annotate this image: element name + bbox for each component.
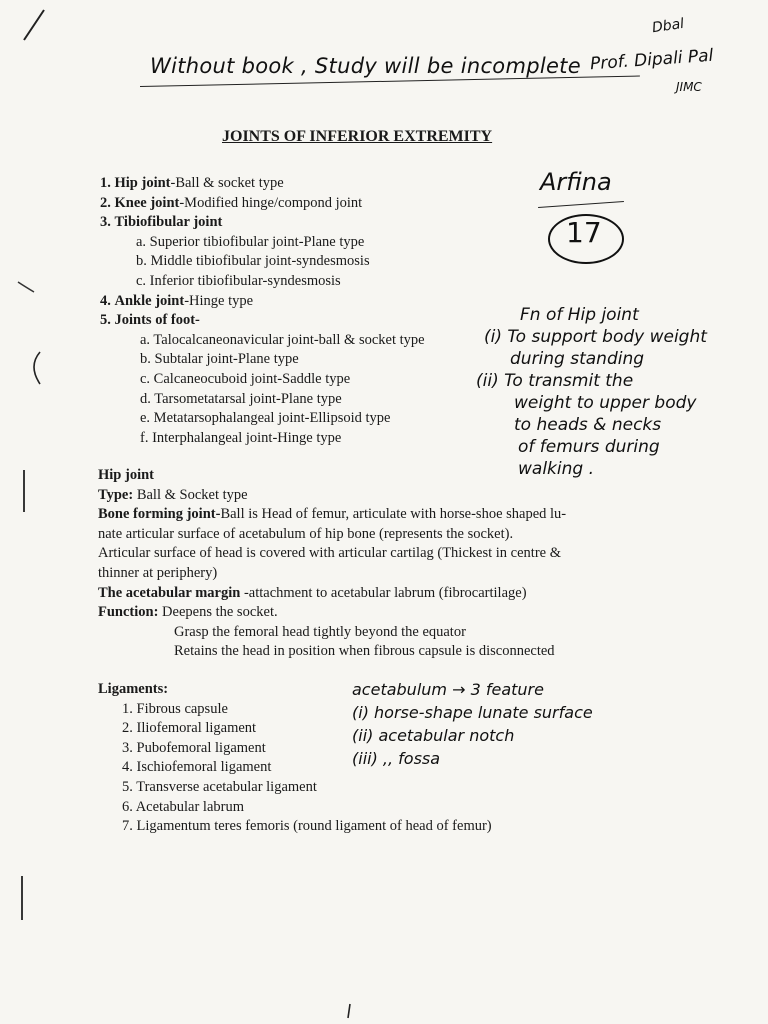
note-line: weight to upper body — [514, 393, 697, 413]
note-line: of femurs during — [518, 437, 660, 457]
ligament-item: 1. Fibrous capsule — [122, 700, 228, 717]
hip-articular: Articular surface of head is covered with articular cartilag (Thickest in centre & — [98, 545, 561, 562]
roll-number: 17 — [566, 216, 602, 249]
sub-item: e. Metatarsophalangeal joint-Ellipsoid type — [140, 410, 391, 427]
note-line: acetabulum → 3 feature — [352, 680, 544, 699]
motto-handwriting: Without book , Study will be incomplete — [150, 54, 581, 78]
college-name: JIMC — [676, 80, 702, 94]
note-line: (i) To support body weight — [484, 327, 707, 347]
hip-joint-section — [98, 466, 668, 662]
section-heading: Ligaments: — [98, 681, 169, 697]
hip-articular-cont: thinner at periphery) — [98, 564, 218, 581]
note-line: Fn of Hip joint — [520, 305, 639, 325]
note-line: during standing — [510, 349, 645, 369]
sub-item: f. Interphalangeal joint-Hinge type — [140, 429, 342, 446]
joint-item: 1. Hip joint-Ball & socket type — [100, 175, 284, 191]
joint-item: 4. Ankle joint-Hinge type — [100, 292, 254, 309]
hip-function-2: Grasp the femoral head tightly beyond the equator — [174, 623, 466, 640]
note-line: (iii) ,, fossa — [352, 749, 441, 768]
hip-margin: The acetabular margin -attachment to acetabular labrum (fibrocartilage) — [98, 584, 527, 601]
ligament-item: 6. Acetabular labrum — [122, 798, 244, 815]
ligament-item: 4. Ischiofemoral ligament — [122, 759, 272, 776]
sub-item: a. Talocalcaneonavicular joint-ball & socket type — [140, 331, 425, 348]
note-line: (ii) acetabular notch — [352, 726, 515, 745]
hip-function-notes — [476, 304, 760, 480]
student-name: Arfina — [540, 168, 612, 196]
ligaments-section — [98, 680, 492, 837]
joint-item: 2. Knee joint-Modified hinge/compond joint — [100, 194, 363, 211]
joint-item: 5. Joints of foot- — [100, 312, 200, 329]
joint-item: 3. Tibiofibular joint — [100, 214, 223, 231]
note-line: to heads & necks — [514, 415, 662, 435]
hip-bones: Bone forming joint-Ball is Head of femur, articulate with horse-shoe shaped lu- — [98, 506, 567, 523]
ligament-item: 7. Ligamentum teres femoris (round ligament of head of femur) — [122, 818, 492, 835]
hip-bones-cont: nate articular surface of acetabulum of hip bone (represents the socket). — [98, 525, 514, 542]
ligament-item: 3. Pubofemoral ligament — [122, 739, 266, 756]
hip-function-3: Retains the head in position when fibrous capsule is disconnected — [174, 643, 555, 660]
sub-item: c. Inferior tibiofibular-syndesmosis — [136, 272, 341, 289]
ligament-item: 5. Transverse acetabular ligament — [122, 778, 317, 795]
ligament-item: 2. Iliofemoral ligament — [122, 720, 257, 737]
hip-type: Type: Ball & Socket type — [98, 486, 248, 503]
sub-item: c. Calcaneocuboid joint-Saddle type — [140, 370, 351, 387]
section-heading: Hip joint — [98, 467, 154, 483]
sub-item: b. Subtalar joint-Plane type — [140, 351, 299, 368]
sub-item: b. Middle tibiofibular joint-syndesmosis — [136, 253, 370, 270]
author-signature: Dbal — [651, 15, 686, 37]
note-line: (i) horse-shape lunate surface — [352, 703, 593, 722]
joint-list — [100, 174, 425, 448]
hip-function: Function: Deepens the socket. — [98, 604, 278, 621]
note-line: walking . — [518, 459, 594, 479]
page-title: JOINTS OF INFERIOR EXTREMITY — [222, 128, 493, 145]
author-name: Prof. Dipali Pal — [589, 45, 714, 75]
sub-item: d. Tarsometatarsal joint-Plane type — [140, 390, 342, 407]
note-line: (ii) To transmit the — [476, 371, 634, 391]
sub-item: a. Superior tibiofibular joint-Plane type — [136, 233, 365, 250]
